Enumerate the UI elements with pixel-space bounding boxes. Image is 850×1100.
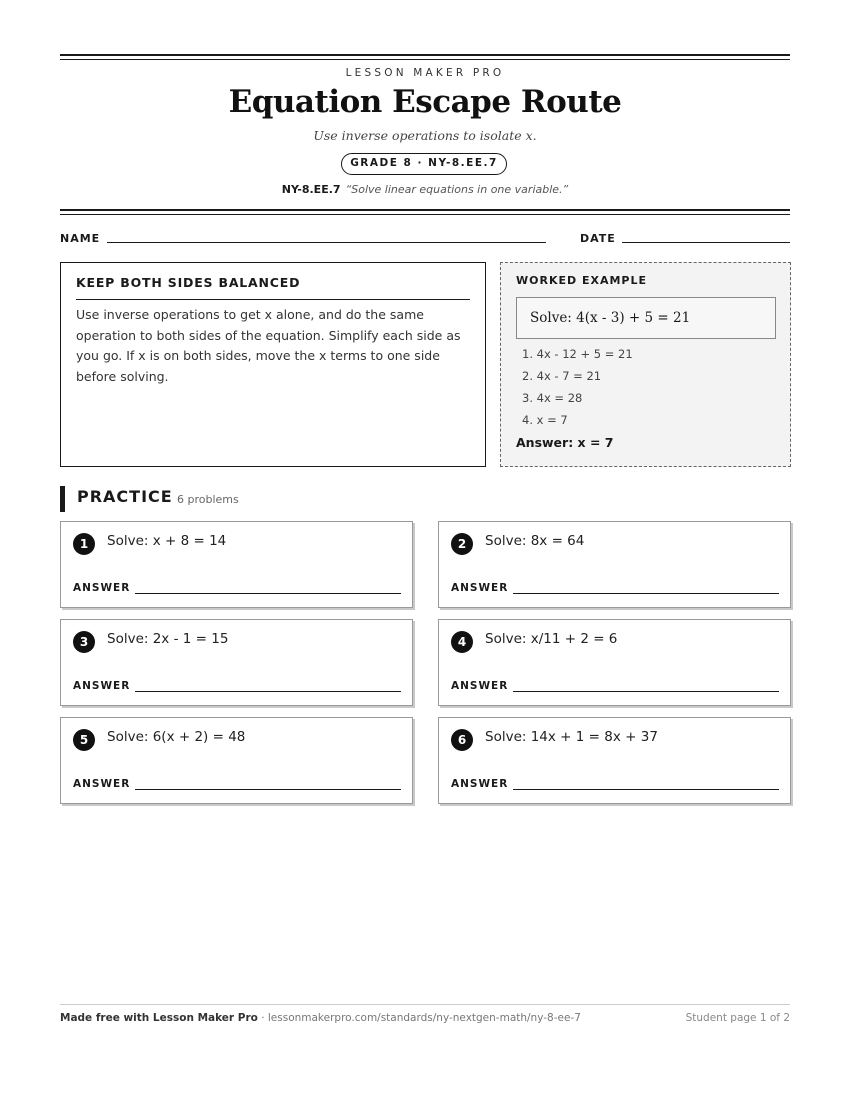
worksheet-title: Equation Escape Route [228,84,622,120]
worked-answer: Answer: x = 7 [516,435,614,450]
balance-divider [76,299,470,300]
problem-text: Solve: 14x + 1 = 8x + 37 [485,729,658,745]
answer-label: ANSWER [451,582,509,594]
balance-body: Use inverse operations to get x alone, and do the same operation to both sides of the equation. Simplify each side as you go. If x is on both sides, move the x terms to one side before solving. [76,307,461,384]
worked-example-box [500,262,791,467]
worked-example-problem: Solve: 4(x - 3) + 5 = 21 [516,297,776,339]
problem-text: Solve: x + 8 = 14 [107,533,227,549]
date-field[interactable] [622,242,790,243]
answer-field-4[interactable] [513,691,779,692]
footer-made-with: Made free with Lesson Maker Pro [60,1012,258,1024]
answer-field-5[interactable] [135,789,401,790]
worked-step-3: 3. 4x = 28 [522,391,583,405]
name-field[interactable] [107,242,546,243]
answer-label: ANSWER [73,680,131,692]
practice-count: 6 problems [177,493,239,506]
practice-accent-bar [60,486,65,512]
top-double-rule [60,54,790,60]
problem-number: 5 [73,729,95,751]
problem-number: 1 [73,533,95,555]
date-label: DATE [580,232,616,245]
balance-title: KEEP BOTH SIDES BALANCED [76,275,301,290]
worked-step-1: 1. 4x - 12 + 5 = 21 [522,347,633,361]
balance-tip-box [60,262,486,467]
answer-label: ANSWER [451,778,509,790]
problem-text: Solve: 8x = 64 [485,533,585,549]
practice-title: PRACTICE [77,487,173,506]
problem-text: Solve: 2x - 1 = 15 [107,631,229,647]
footer-page-number: Student page 1 of 2 [685,1012,790,1024]
problem-card-4 [438,619,791,706]
problem-card-3 [60,619,413,706]
brand-name: LESSON MAKER PRO [345,67,505,79]
answer-field-2[interactable] [513,593,779,594]
name-label: NAME [60,232,101,245]
footer-credit [60,1012,581,1024]
answer-label: ANSWER [73,582,131,594]
answer-field-1[interactable] [135,593,401,594]
problem-text: Solve: 6(x + 2) = 48 [107,729,246,745]
standard-line [0,183,850,196]
worksheet-subtitle: Use inverse operations to isolate x. [313,128,537,143]
problem-number: 4 [451,631,473,653]
footer-url[interactable]: · lessonmakerpro.com/standards/ny-nextgen-math/ny-8-ee-7 [257,1012,581,1024]
problem-number: 2 [451,533,473,555]
standard-text: “Solve linear equations in one variable.” [345,183,569,196]
problem-text: Solve: x/11 + 2 = 6 [485,631,618,647]
worked-step-4: 4. x = 7 [522,413,568,427]
answer-field-6[interactable] [513,789,779,790]
problem-card-6 [438,717,791,804]
answer-field-3[interactable] [135,691,401,692]
worked-step-2: 2. 4x - 7 = 21 [522,369,602,383]
problem-card-1 [60,521,413,608]
answer-label: ANSWER [73,778,131,790]
problem-number: 6 [451,729,473,751]
standard-code: NY-8.EE.7 [281,183,341,196]
grade-badge: GRADE 8 · NY-8.EE.7 [341,153,507,175]
header-bottom-rule [60,209,790,215]
problem-card-5 [60,717,413,804]
problem-number: 3 [73,631,95,653]
worked-example-title: WORKED EXAMPLE [516,274,647,287]
problem-card-2 [438,521,791,608]
answer-label: ANSWER [451,680,509,692]
footer-divider [60,1004,790,1005]
